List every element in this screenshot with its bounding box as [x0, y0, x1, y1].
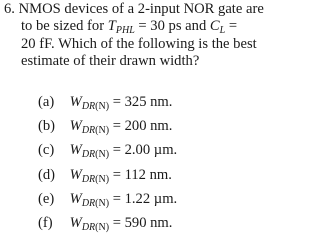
cl-symbol: C: [209, 18, 220, 35]
question-text: [4, 1, 318, 71]
question-line-2: to be sized for $T_{PHL} = 30$ ps and $C_L$ =: [21, 18, 238, 37]
option-label: (b): [38, 118, 56, 135]
option-f: (f) $W_{DR(N)} = 590$ nm.: [38, 214, 173, 233]
option-value: = 1.22 µm.: [112, 190, 178, 207]
option-label: (a): [38, 94, 55, 110]
option-label: (c): [38, 142, 55, 159]
option-value: = 200 nm.: [112, 118, 173, 135]
option-value: = 112 nm.: [112, 166, 172, 183]
option-b: (b) $W_{DR(N)} = 200$ nm.: [38, 118, 173, 137]
option-label: (d): [38, 166, 56, 183]
question-number: 6.: [4, 1, 15, 17]
option-value: = 590 nm.: [112, 214, 173, 231]
option-a: (a) $W_{DR(N)} = 325$ nm.: [38, 94, 173, 112]
option-c: (c) $W_{DR(N)} = 2.00$ µm.: [38, 142, 178, 161]
question-line-4: estimate of their drawn width?: [21, 53, 200, 70]
option-label: (f): [38, 214, 53, 231]
answer-options: [38, 93, 318, 238]
option-value: = 2.00 µm.: [112, 142, 178, 159]
option-d: (d) $W_{DR(N)} = 112$ nm.: [38, 166, 172, 185]
option-e: (e) $W_{DR(N)} = 1.22$ µm.: [38, 190, 178, 209]
question-line-3: 20 fF. Which of the following is the best: [21, 35, 257, 52]
option-label: (e): [38, 190, 55, 207]
question-line-1: 6. NMOS devices of a 2-input NOR gate are: [4, 1, 264, 17]
option-value: = 325 nm.: [112, 94, 173, 110]
tphl-symbol: T: [107, 18, 116, 35]
